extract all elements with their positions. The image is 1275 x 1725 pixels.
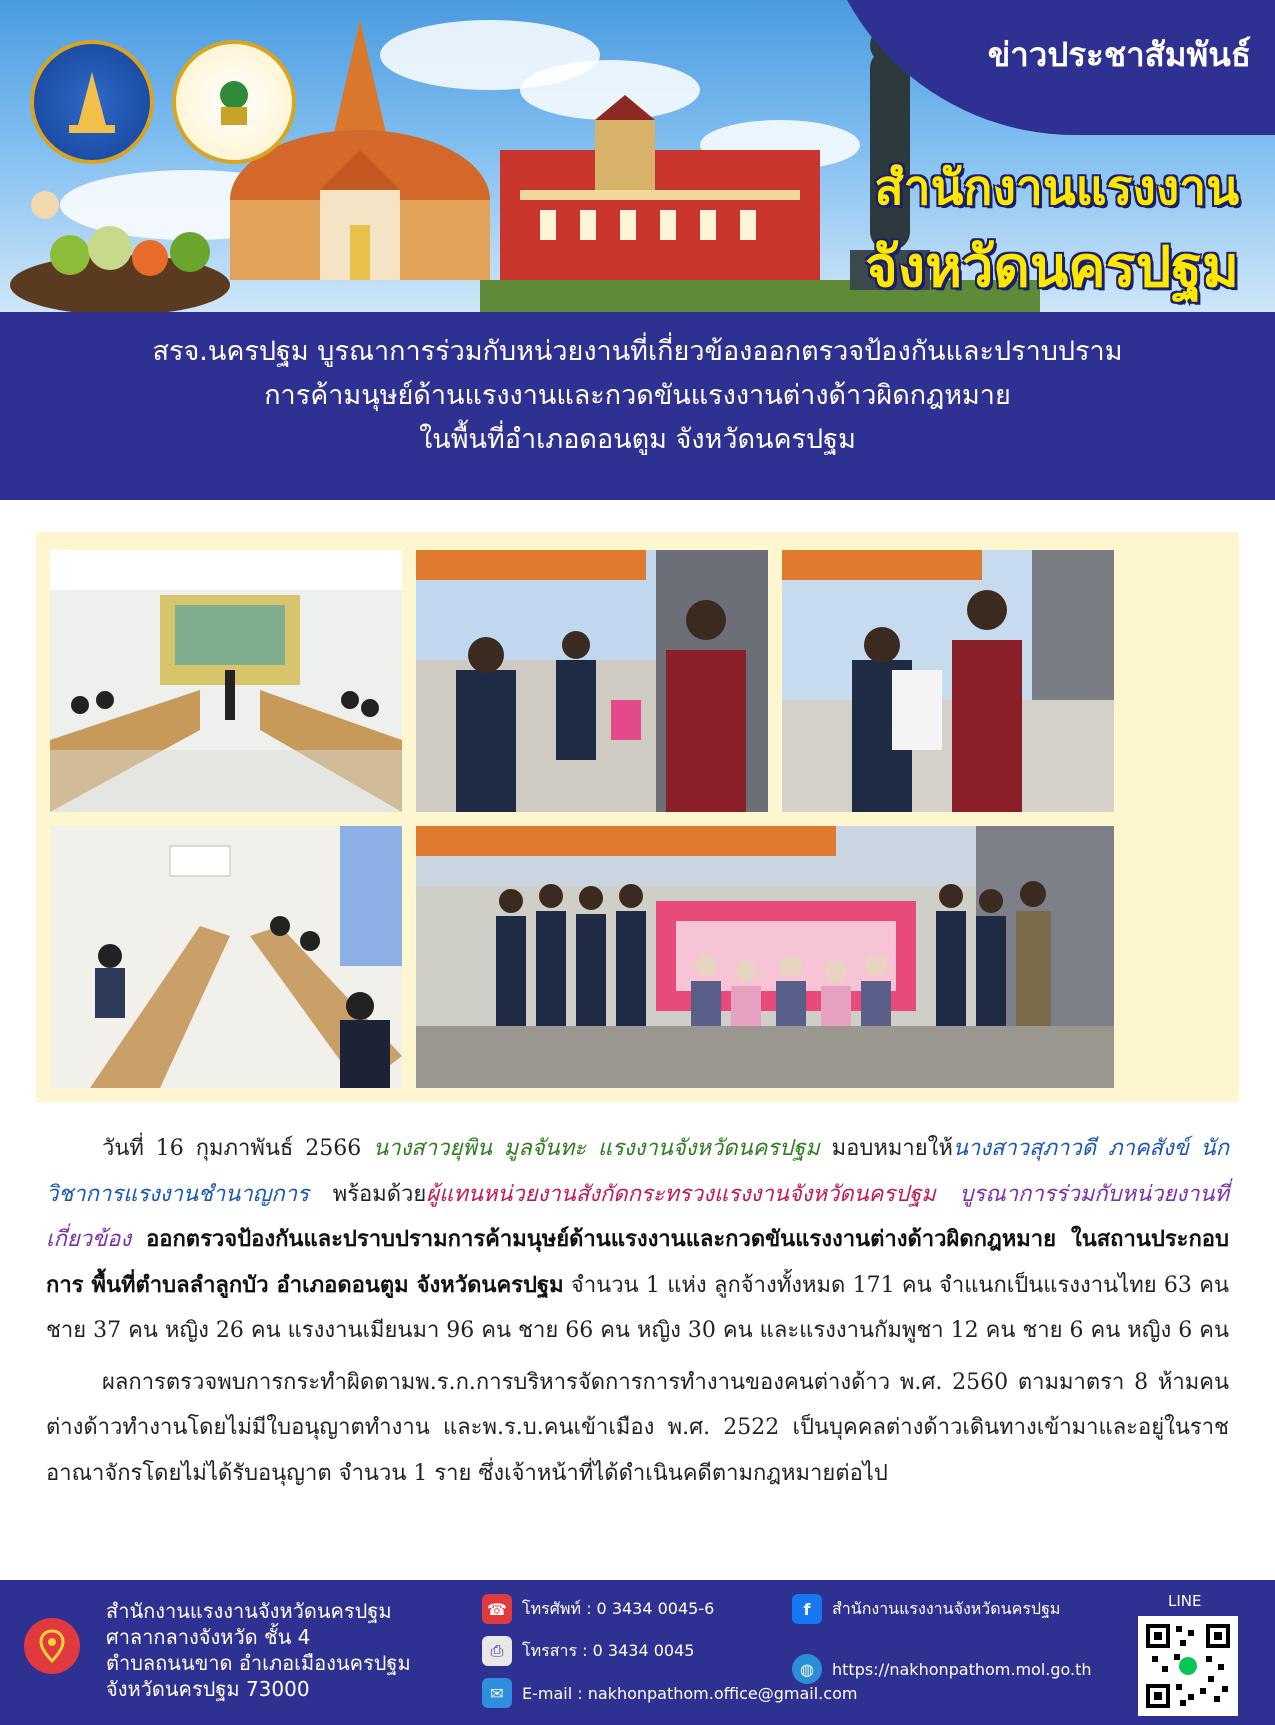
office-title-line1: สำนักงานแรงงาน: [874, 160, 1239, 216]
photo-site-inspection: [416, 550, 768, 812]
fax-icon: ⎙: [482, 1636, 512, 1666]
article-paragraph-2: ผลการตรวจพบการกระทำผิดตามพ.ร.ก.การบริหารจัดการการทำงานของคนต่างด้าว พ.ศ. 2560 ตามมาตรา 8 ห้ามคนต่างด้าวทำงานโดยไม่มีใบอนุญาตทำงาน และพ.ร.บ.คนเข้าเมือง พ.ศ. 2522 เป็นบุคคลต่างด้าวเดินทางเข้ามาและอยู่ในราชอาณาจักรโดยไม่ได้รับอนุญาต จำนวน 1 ราย ซึ่งเจ้าหน้าที่ได้ดำเนินคดีตามกฎหมายต่อไป: [46, 1369, 1229, 1486]
facebook-text: สำนักงานแรงงานจังหวัดนครปฐม: [832, 1598, 1061, 1618]
globe-icon: ◍: [792, 1654, 822, 1684]
inspection-action: ออกตรวจป้องกันและปราบปรามการค้ามนุษย์ด้านแรงงานและกวดขันแรงงานต่างด้าวผิดกฎหมาย ในสถานประกอบการ พื้นที่ตำบลลำลูกบัว อำเภอดอนตูม จังหวัดนครปฐม: [46, 1226, 1229, 1298]
headline-line: สรจ.นครปฐม บูรณาการร่วมกับหน่วยงานที่เกี่ยวข้องออกตรวจป้องกันและปราบปราม: [152, 336, 1123, 367]
photo-handover: [782, 550, 1114, 812]
phone-icon: ☎: [482, 1594, 512, 1624]
text-run: [936, 1182, 960, 1207]
article-date: วันที่ 16 กุมภาพันธ์ 2566: [102, 1136, 374, 1161]
assigned-officer: นางสาวสุภาวดี ภาคสังข์ นักวิชาการแรงงานชำนาญการ: [46, 1136, 1230, 1207]
fax-text: โทรสาร : 0 3434 0045: [522, 1640, 695, 1660]
office-title-line2: จังหวัดนครปฐม: [864, 235, 1239, 300]
contact-footer: [0, 1580, 1275, 1725]
address-line: ศาลากลางจังหวัด ชั้น 4: [106, 1625, 311, 1649]
email-text: E-mail : nakhonpathom.office@gmail.com: [522, 1683, 858, 1703]
press-release-label: ข่าวประชาสัมพันธ์: [987, 35, 1251, 74]
integration-phrase: บูรณาการร่วมกับหน่วยงานที่เกี่ยวข้อง: [46, 1181, 1230, 1252]
address-line: จังหวัดนครปฐม 73000: [106, 1677, 310, 1701]
headline-line: การค้ามนุษย์ด้านแรงงานและกวดขันแรงงานต่างด้าวผิดกฎหมาย: [264, 380, 1011, 411]
ministry-representatives: ผู้แทนหน่วยงานสังกัดกระทรวงแรงงานจังหวัดนครปฐม: [426, 1181, 936, 1207]
ministry-of-labour-logo: [172, 40, 296, 164]
provincial-labour-officer: นางสาวยุพิน มูลจันทะ แรงงานจังหวัดนครปฐม: [373, 1136, 820, 1161]
header-banner: [0, 0, 1275, 312]
news-headline: [0, 312, 1275, 500]
photo-office-interview: [50, 826, 402, 1088]
article-body: [46, 1126, 1229, 1496]
email-icon: ✉: [482, 1678, 512, 1708]
text-run: พร้อมด้วย: [308, 1181, 427, 1207]
headline-line: ในพื้นที่อำเภอดอนตูม จังหวัดนครปฐม: [419, 424, 856, 455]
address-line: ตำบลถนนขาด อำเภอเมืองนครปฐม: [106, 1651, 411, 1675]
photo-group: [416, 826, 1114, 1088]
location-pin-icon: [24, 1618, 80, 1674]
worker-statistics: จำนวน 1 แห่ง ลูกจ้างทั้งหมด 171 คน จำแนกเป็นแรงงานไทย 63 คน ชาย 37 คน หญิง 26 คน แรงงานเมียนมา 96 คน ชาย 66 คน หญิง 30 คน และแรงงานกัมพูชา 12 คน ชาย 6 คน หญิง 6 คน: [46, 1272, 1229, 1343]
qr-label: LINE: [1168, 1592, 1202, 1610]
facebook-icon: f: [792, 1594, 822, 1624]
text-run: มอบหมายให้: [819, 1136, 953, 1161]
qr-code-icon[interactable]: [1138, 1616, 1238, 1716]
facebook-link[interactable]: [792, 1594, 1060, 1624]
provincial-seal-logo: [30, 40, 154, 164]
website-text: https://nakhonpathom.mol.go.th: [832, 1659, 1092, 1679]
article-paragraph-1: [46, 1126, 1229, 1354]
phone-contact[interactable]: [482, 1594, 714, 1624]
photo-collage: [36, 532, 1239, 1102]
address-line: สำนักงานแรงงานจังหวัดนครปฐม: [106, 1599, 392, 1623]
website-link[interactable]: [792, 1654, 1092, 1684]
phone-text: โทรศัพท์ : 0 3434 0045-6: [522, 1598, 715, 1618]
fax-contact[interactable]: [482, 1636, 694, 1666]
photo-meeting-room: [50, 550, 402, 812]
office-address: [106, 1598, 411, 1702]
